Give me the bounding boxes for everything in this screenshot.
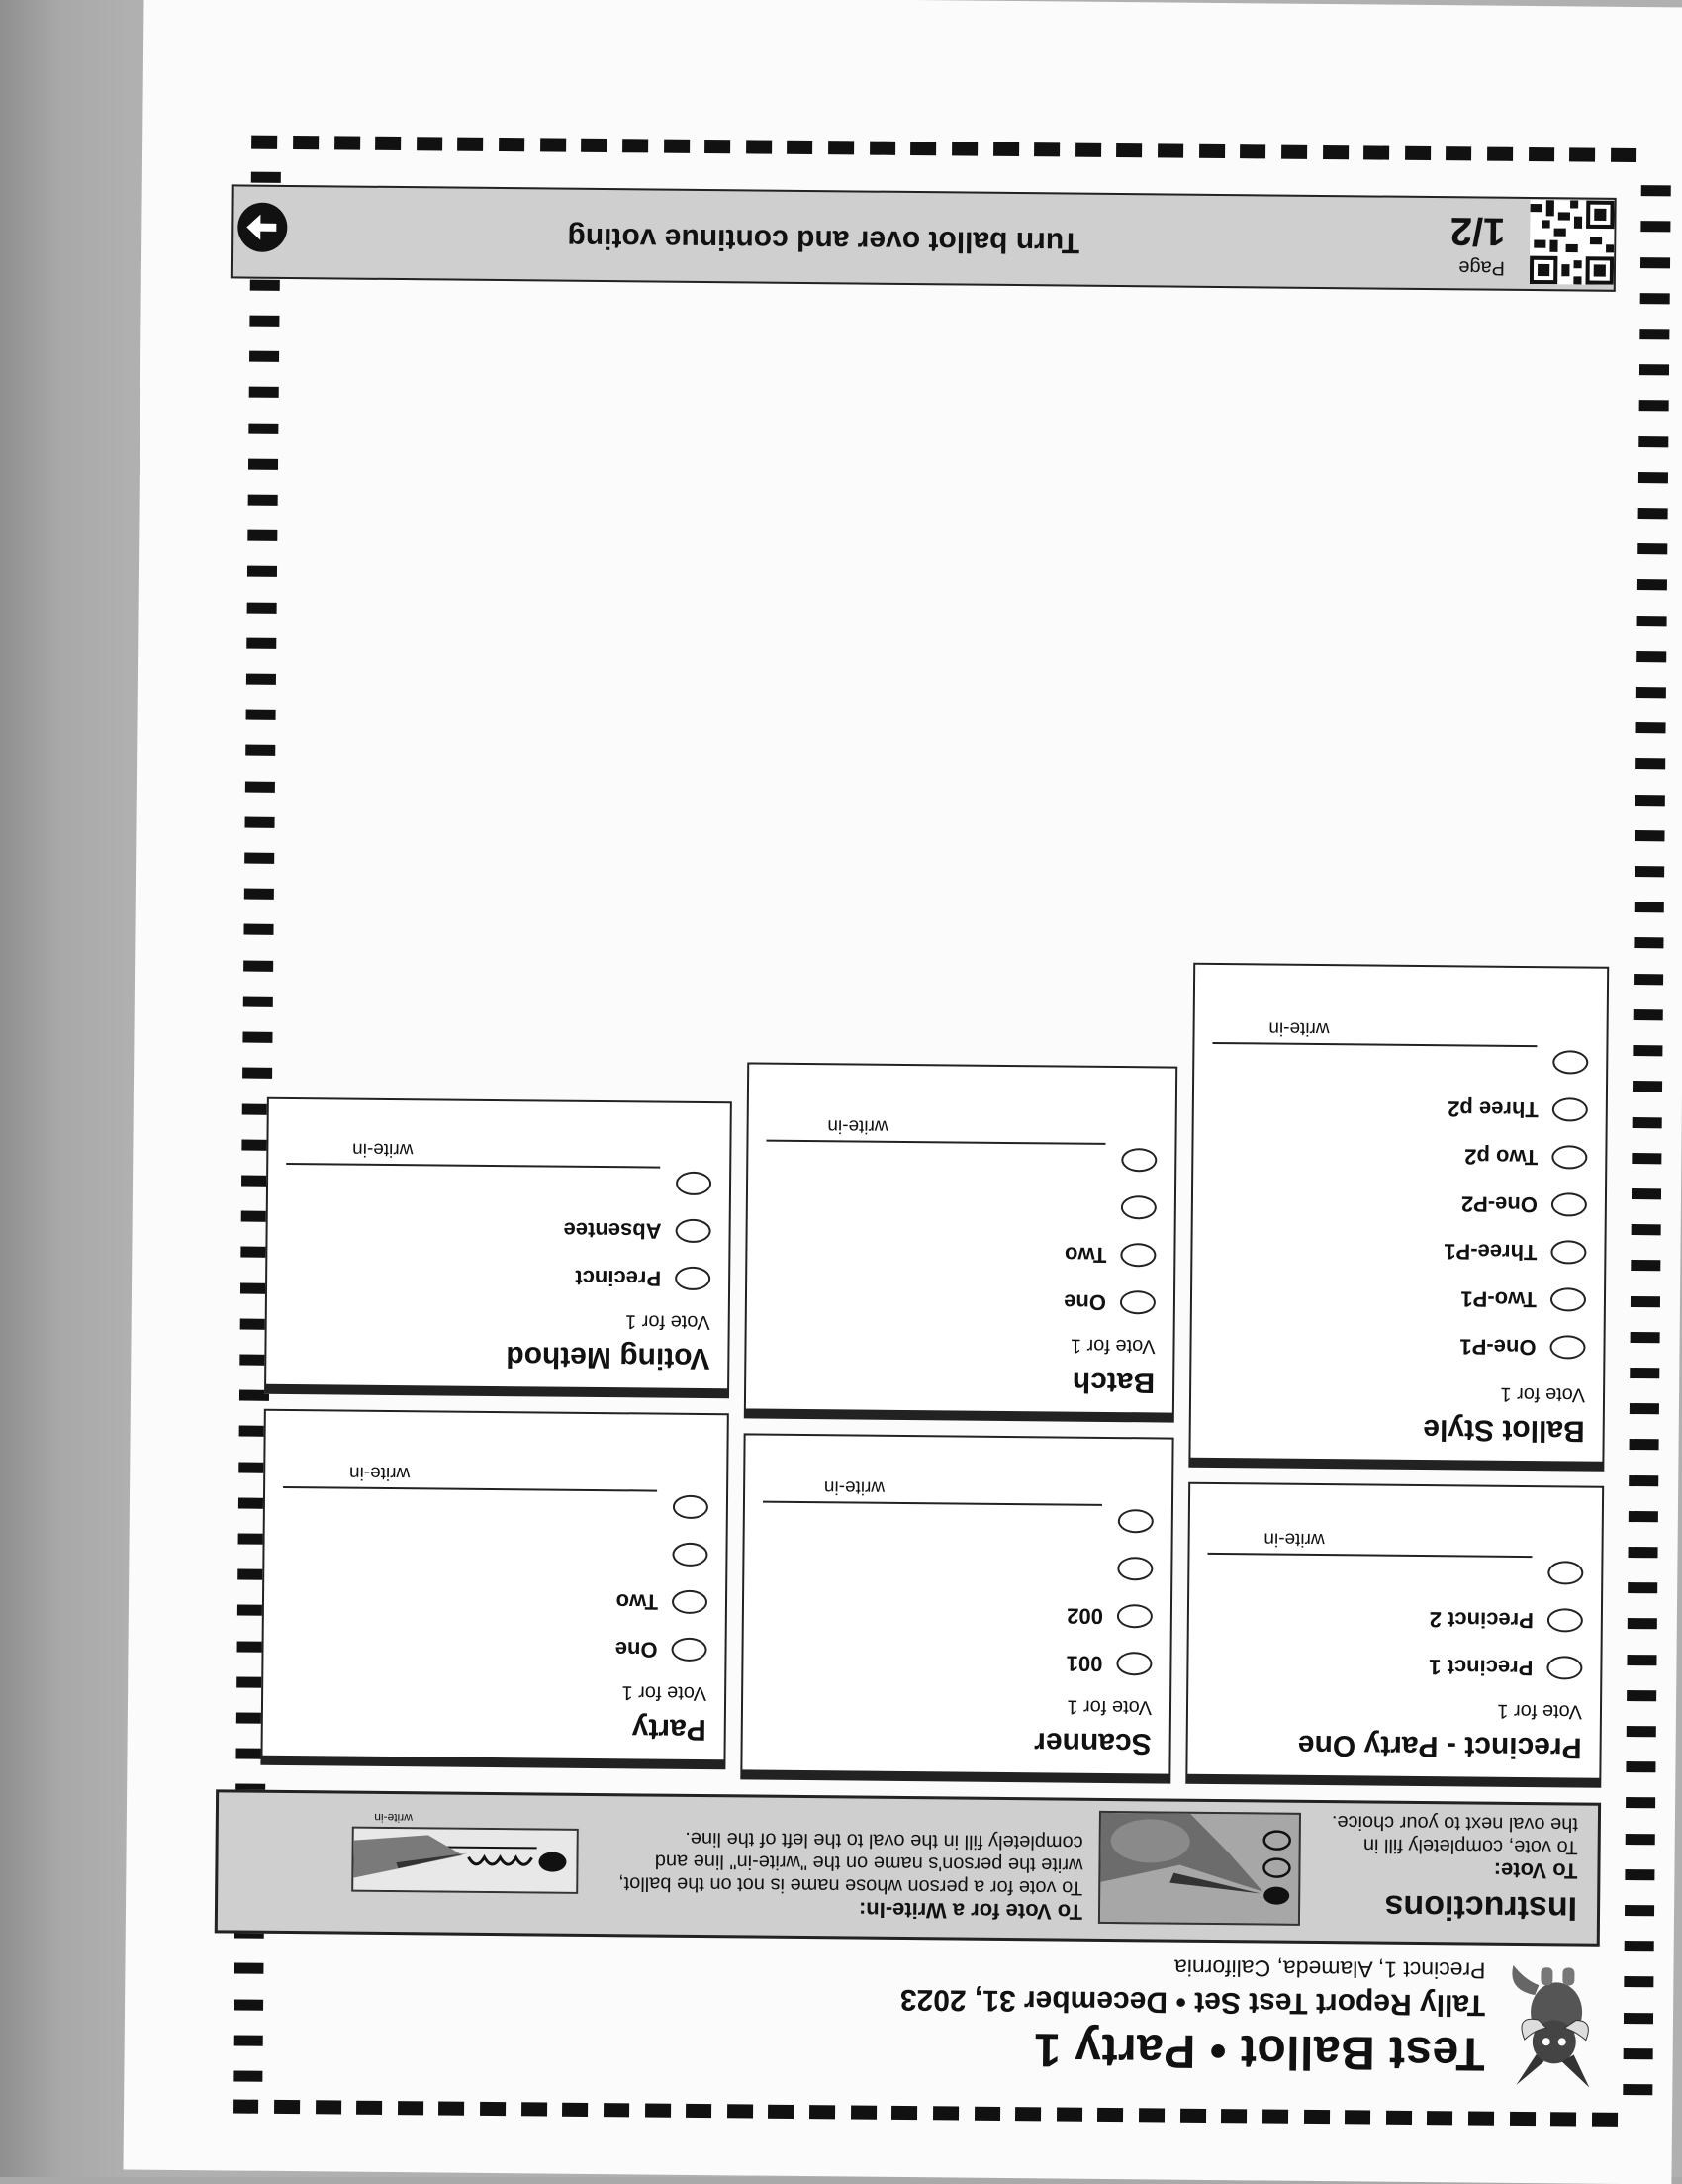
vote-oval[interactable] xyxy=(672,1590,707,1614)
vote-oval[interactable] xyxy=(1550,1240,1586,1264)
instructions-box xyxy=(215,1789,1601,1946)
option-one[interactable] xyxy=(1064,1287,1156,1318)
timing-mark xyxy=(1626,1797,1655,1808)
timing-mark xyxy=(1139,2108,1165,2122)
timing-mark xyxy=(244,889,274,900)
example-write-in-label: write-in xyxy=(374,1810,413,1826)
ballot-paper xyxy=(123,0,1682,2184)
timing-mark xyxy=(1637,616,1667,626)
timing-mark xyxy=(851,2105,877,2119)
option-label: Precinct 1 xyxy=(1429,1655,1534,1681)
ballot-footer xyxy=(231,184,1617,291)
timing-mark xyxy=(1625,1905,1654,1916)
option-001[interactable] xyxy=(1067,1649,1153,1679)
timing-marks-left xyxy=(1623,185,1671,2095)
timing-mark xyxy=(891,2106,917,2120)
timing-mark xyxy=(1635,830,1664,841)
timing-mark xyxy=(746,140,772,153)
vote-oval[interactable] xyxy=(672,1543,707,1567)
option-three-p1[interactable] xyxy=(1444,1236,1586,1267)
timing-mark xyxy=(398,2101,423,2115)
write-in-line[interactable] xyxy=(766,1140,1105,1145)
timing-mark xyxy=(246,674,276,685)
timing-mark xyxy=(1637,543,1667,554)
timing-mark xyxy=(1629,1475,1658,1486)
write-in-label: write-in xyxy=(348,1462,411,1484)
timing-mark xyxy=(244,853,274,864)
option-write-in[interactable] xyxy=(1547,1558,1583,1587)
timing-mark xyxy=(686,2104,711,2118)
timing-mark xyxy=(247,530,277,541)
timing-mark xyxy=(1634,974,1663,985)
contest-precinct-party-one xyxy=(1185,1482,1604,1788)
timing-mark xyxy=(933,2106,959,2120)
option-two-p2[interactable] xyxy=(1464,1141,1587,1172)
option-precinct-2[interactable] xyxy=(1430,1604,1583,1635)
option-one-p2[interactable] xyxy=(1461,1188,1587,1219)
timing-mark xyxy=(993,142,1019,156)
timing-mark xyxy=(1158,143,1183,157)
timing-mark xyxy=(1635,795,1665,806)
option-label: Two xyxy=(615,1589,659,1615)
vote-for-label: Vote for 1 xyxy=(1500,1382,1586,1406)
contest-ballot-style xyxy=(1188,963,1609,1472)
timing-mark xyxy=(1635,866,1664,877)
option-label: 002 xyxy=(1067,1603,1104,1629)
timing-mark xyxy=(234,1999,263,2010)
vote-oval[interactable] xyxy=(676,1172,711,1195)
timing-mark xyxy=(1057,2107,1082,2121)
timing-mark xyxy=(788,141,813,154)
timing-mark xyxy=(1640,257,1670,268)
timing-mark xyxy=(251,172,281,183)
contest-title: Precinct - Party One xyxy=(1297,1728,1582,1764)
contest-title: Ballot Style xyxy=(1423,1413,1585,1448)
option-label: 001 xyxy=(1066,1651,1103,1676)
timing-mark xyxy=(828,141,854,154)
option-absentee[interactable] xyxy=(563,1215,710,1246)
timing-mark xyxy=(417,137,442,150)
timing-mark xyxy=(1281,145,1307,159)
timing-mark xyxy=(1345,2110,1370,2124)
timing-mark xyxy=(1304,2110,1330,2124)
contest-scanner xyxy=(740,1433,1173,1783)
timing-mark xyxy=(1639,401,1669,412)
timing-mark xyxy=(249,387,279,398)
timing-mark xyxy=(1427,2111,1452,2125)
ballot-header xyxy=(317,1948,1604,2089)
timing-mark xyxy=(250,279,280,290)
contest-title: Voting Method xyxy=(506,1340,710,1376)
timing-mark xyxy=(1631,1260,1660,1271)
write-in-label: write-in xyxy=(352,1138,414,1161)
timing-mark xyxy=(1639,364,1669,375)
timing-mark xyxy=(247,602,277,613)
vote-for-label: Vote for 1 xyxy=(621,1681,707,1705)
vote-oval[interactable] xyxy=(673,1495,708,1519)
option-label: One xyxy=(614,1637,658,1662)
timing-mark xyxy=(1623,2084,1652,2095)
timing-mark xyxy=(1405,146,1431,160)
timing-mark xyxy=(242,1068,272,1079)
write-in-label: write-in xyxy=(1268,1017,1330,1040)
vote-for-label: Vote for 1 xyxy=(1497,1699,1583,1723)
timing-mark xyxy=(1468,2111,1494,2125)
timing-mark xyxy=(1640,222,1670,233)
timing-mark xyxy=(458,138,484,151)
timing-mark xyxy=(1199,144,1225,158)
timing-mark xyxy=(1635,722,1665,733)
timing-mark xyxy=(251,136,277,149)
option-two[interactable] xyxy=(1065,1240,1157,1271)
timing-mark xyxy=(243,924,273,935)
instructions-title: Instructions xyxy=(1384,1887,1578,1928)
write-in-text: To vote for a person whose name is not on the ballot, write the person's name on the "write-in" line and completely fill in the oval to the left of the line. xyxy=(617,1827,1083,1899)
timing-mark xyxy=(1638,508,1668,519)
timing-mark xyxy=(248,423,278,433)
timing-marks-bottom xyxy=(251,136,1636,162)
timing-mark xyxy=(604,2103,629,2117)
timing-mark xyxy=(1510,2112,1536,2126)
timing-mark xyxy=(375,137,401,150)
timing-mark xyxy=(1637,580,1667,591)
page-number: 1/2 xyxy=(1449,209,1506,253)
option-write-in[interactable] xyxy=(676,1169,711,1198)
timing-mark xyxy=(1262,2109,1288,2123)
timing-mark xyxy=(1180,2109,1206,2123)
timing-mark xyxy=(1639,329,1669,339)
timing-mark xyxy=(1640,293,1670,304)
timing-mark xyxy=(540,138,566,151)
timing-mark xyxy=(1633,1117,1662,1128)
timing-mark xyxy=(1627,1690,1656,1701)
timing-mark xyxy=(952,142,978,155)
ballot-sheet xyxy=(123,0,1682,2184)
timing-mark xyxy=(233,2070,262,2081)
write-in-illustration xyxy=(351,1827,579,1894)
timing-mark xyxy=(248,495,278,506)
to-vote-text: To vote, completely fill in the oval next to your choice. xyxy=(1331,1811,1578,1858)
timing-mark xyxy=(234,1963,263,1974)
vote-oval[interactable] xyxy=(1116,1652,1152,1675)
timing-mark xyxy=(1631,1332,1660,1343)
timing-mark xyxy=(1487,147,1513,161)
timing-mark xyxy=(1629,1511,1658,1522)
option-label: Absentee xyxy=(563,1217,662,1244)
write-in-line[interactable] xyxy=(283,1486,657,1492)
timing-mark xyxy=(704,140,730,153)
timing-mark xyxy=(274,2100,300,2114)
ballot-location: Precinct 1, Alameda, California xyxy=(1173,1954,1486,1984)
option-precinct[interactable] xyxy=(575,1263,710,1293)
timing-mark xyxy=(1624,2013,1653,2024)
timing-mark xyxy=(1628,1582,1657,1593)
timing-mark xyxy=(1628,1547,1657,1558)
vote-oval[interactable] xyxy=(1120,1290,1156,1314)
timing-mark xyxy=(1628,1618,1657,1629)
timing-mark xyxy=(249,351,279,362)
timing-mark xyxy=(245,781,275,792)
write-in-line[interactable] xyxy=(1212,1042,1537,1047)
timing-mark xyxy=(1634,1009,1663,1020)
arrow-right-icon xyxy=(236,201,288,252)
option-label: Precinct xyxy=(575,1265,662,1291)
timing-mark xyxy=(1625,1869,1654,1880)
timing-mark xyxy=(809,2105,835,2119)
option-label: One-P2 xyxy=(1460,1191,1539,1218)
vote-oval[interactable] xyxy=(1121,1148,1157,1172)
timing-marks-top xyxy=(233,2099,1618,2126)
option-label: Three-P1 xyxy=(1444,1239,1538,1266)
write-in-label: write-in xyxy=(823,1476,886,1498)
timing-mark xyxy=(1635,759,1665,770)
timing-mark xyxy=(1635,902,1664,912)
contest-batch xyxy=(744,1062,1177,1422)
mascot-logo-icon xyxy=(1504,1960,1604,2090)
timing-mark xyxy=(975,2107,1000,2121)
option-three-p2[interactable] xyxy=(1448,1093,1588,1124)
timing-mark xyxy=(1221,2109,1247,2123)
timing-mark xyxy=(1015,2107,1041,2121)
write-in-label: write-in xyxy=(827,1115,888,1137)
hand-pen-icon xyxy=(1100,1813,1299,1924)
timing-mark xyxy=(1627,1726,1656,1737)
timing-mark xyxy=(1611,148,1636,162)
write-in-line[interactable] xyxy=(286,1163,660,1169)
vote-for-label: Vote for 1 xyxy=(624,1310,710,1334)
timing-mark xyxy=(1592,2113,1618,2127)
timing-mark xyxy=(1636,651,1666,662)
page-label: Page xyxy=(1458,256,1506,279)
option-blank[interactable] xyxy=(1103,1554,1153,1583)
timing-mark xyxy=(1638,436,1668,447)
timing-mark xyxy=(439,2101,465,2115)
timing-mark xyxy=(1529,147,1554,161)
vote-oval[interactable] xyxy=(675,1267,710,1290)
contest-title: Party xyxy=(631,1712,706,1747)
timing-mark xyxy=(1638,472,1668,483)
vote-oval[interactable] xyxy=(1552,1097,1588,1121)
timing-mark xyxy=(316,2100,341,2114)
ballot-title: Test Ballot • Party 1 xyxy=(1033,2023,1485,2080)
timing-mark xyxy=(1636,687,1666,698)
timing-mark xyxy=(645,2103,671,2117)
vote-oval[interactable] xyxy=(1549,1335,1585,1359)
vote-oval[interactable] xyxy=(671,1638,706,1662)
option-blank[interactable] xyxy=(658,1540,707,1569)
vote-oval[interactable] xyxy=(1547,1608,1583,1632)
turn-over-message: Turn ballot over and continue voting xyxy=(567,221,1080,259)
timing-mark xyxy=(499,138,524,151)
timing-mark xyxy=(1631,1296,1660,1307)
timing-mark xyxy=(1240,144,1265,158)
option-one-p1[interactable] xyxy=(1459,1331,1585,1362)
option-write-in[interactable] xyxy=(1118,1506,1154,1536)
timing-mark xyxy=(243,996,273,1006)
option-write-in[interactable] xyxy=(673,1492,708,1522)
timing-mark xyxy=(870,142,895,155)
vote-oval[interactable] xyxy=(1121,1195,1157,1219)
timing-mark xyxy=(1097,2108,1123,2122)
qr-code-icon xyxy=(1530,200,1615,285)
timing-mark xyxy=(1632,1188,1661,1199)
timing-mark xyxy=(243,960,273,971)
vote-oval[interactable] xyxy=(1117,1604,1153,1628)
timing-mark xyxy=(1641,185,1671,196)
timing-mark xyxy=(1630,1439,1659,1450)
option-precinct-1[interactable] xyxy=(1429,1652,1582,1682)
write-in-line[interactable] xyxy=(763,1501,1102,1506)
timing-mark xyxy=(1447,146,1472,160)
timing-mark xyxy=(664,140,690,153)
timing-mark xyxy=(581,139,607,152)
vote-oval[interactable] xyxy=(1547,1561,1583,1584)
timing-mark xyxy=(1569,147,1595,161)
vote-oval[interactable] xyxy=(1552,1050,1588,1074)
timing-mark xyxy=(1630,1403,1659,1414)
timing-mark xyxy=(769,2105,794,2119)
option-blank[interactable] xyxy=(1107,1192,1157,1222)
vote-oval[interactable] xyxy=(1546,1656,1582,1679)
timing-mark xyxy=(1075,143,1101,157)
timing-mark xyxy=(480,2102,506,2116)
option-label: One-P1 xyxy=(1459,1334,1537,1361)
timing-mark xyxy=(242,1032,272,1043)
write-in-line[interactable] xyxy=(1207,1553,1532,1558)
vote-oval[interactable] xyxy=(1120,1243,1156,1267)
timing-mark xyxy=(356,2101,382,2115)
timing-mark xyxy=(334,136,360,149)
timing-mark xyxy=(622,139,648,152)
option-label: Two xyxy=(1064,1242,1107,1268)
timing-mark xyxy=(1117,143,1143,157)
option-label: Two p2 xyxy=(1464,1144,1539,1171)
to-vote-heading: To Vote: xyxy=(1493,1857,1578,1884)
timing-mark xyxy=(1626,1834,1655,1845)
timing-mark xyxy=(910,142,936,155)
timing-mark xyxy=(1550,2112,1576,2126)
timing-mark xyxy=(244,816,274,827)
option-write-in[interactable] xyxy=(1552,1047,1588,1077)
timing-mark xyxy=(233,2100,258,2114)
vote-oval[interactable] xyxy=(1118,1509,1154,1533)
contest-voting-method xyxy=(264,1097,732,1398)
vote-for-label: Vote for 1 xyxy=(1067,1695,1153,1719)
timing-mark xyxy=(1633,1045,1662,1056)
option-label: Precinct 2 xyxy=(1429,1607,1534,1634)
contest-title: Scanner xyxy=(1034,1726,1152,1760)
timing-mark xyxy=(249,316,279,327)
timing-mark xyxy=(521,2102,547,2116)
option-one[interactable] xyxy=(615,1634,707,1664)
timing-mark xyxy=(1630,1368,1659,1378)
write-in-pen-icon xyxy=(353,1829,577,1892)
option-two[interactable] xyxy=(616,1586,708,1617)
timing-mark xyxy=(1363,145,1389,159)
timing-mark xyxy=(293,136,319,149)
contest-title: Batch xyxy=(1072,1365,1156,1399)
timing-mark xyxy=(1627,1655,1656,1665)
timing-mark xyxy=(1634,938,1663,949)
vote-for-label: Vote for 1 xyxy=(1070,1334,1156,1358)
timing-mark xyxy=(1626,1761,1655,1772)
vote-oval[interactable] xyxy=(1550,1287,1586,1311)
timing-mark xyxy=(246,637,276,648)
vote-oval[interactable] xyxy=(1117,1557,1153,1580)
timing-mark xyxy=(1624,1976,1653,1987)
timing-mark xyxy=(1632,1224,1661,1235)
timing-mark xyxy=(245,745,275,756)
option-two-p1[interactable] xyxy=(1460,1283,1586,1314)
timing-mark xyxy=(1386,2111,1412,2125)
timing-mark xyxy=(1624,2048,1653,2059)
timing-mark xyxy=(1633,1081,1662,1092)
timing-mark xyxy=(246,710,276,720)
vote-oval[interactable] xyxy=(1551,1145,1587,1169)
option-label: One xyxy=(1064,1289,1107,1315)
write-in-label: write-in xyxy=(1263,1528,1325,1551)
vote-oval[interactable] xyxy=(1551,1192,1587,1216)
write-in-heading: To Vote for a Write-In: xyxy=(858,1897,1083,1925)
timing-mark xyxy=(234,2035,263,2045)
fill-oval-illustration xyxy=(1098,1811,1301,1926)
timing-mark xyxy=(1632,1153,1661,1164)
ballot-subtitle: Tally Report Test Set • December 31, 2023 xyxy=(899,1982,1486,2022)
timing-mark xyxy=(562,2103,588,2117)
timing-mark xyxy=(727,2104,753,2118)
contest-party xyxy=(260,1409,728,1769)
timing-mark xyxy=(1323,145,1349,159)
option-002[interactable] xyxy=(1067,1601,1153,1632)
option-label: Two-P1 xyxy=(1460,1286,1538,1313)
option-label: Three p2 xyxy=(1448,1096,1539,1123)
option-write-in[interactable] xyxy=(1121,1145,1157,1175)
timing-mark xyxy=(1625,1941,1654,1951)
vote-oval[interactable] xyxy=(675,1219,710,1243)
timing-mark xyxy=(248,458,278,469)
timing-mark xyxy=(1034,142,1060,156)
timing-mark xyxy=(247,566,277,577)
